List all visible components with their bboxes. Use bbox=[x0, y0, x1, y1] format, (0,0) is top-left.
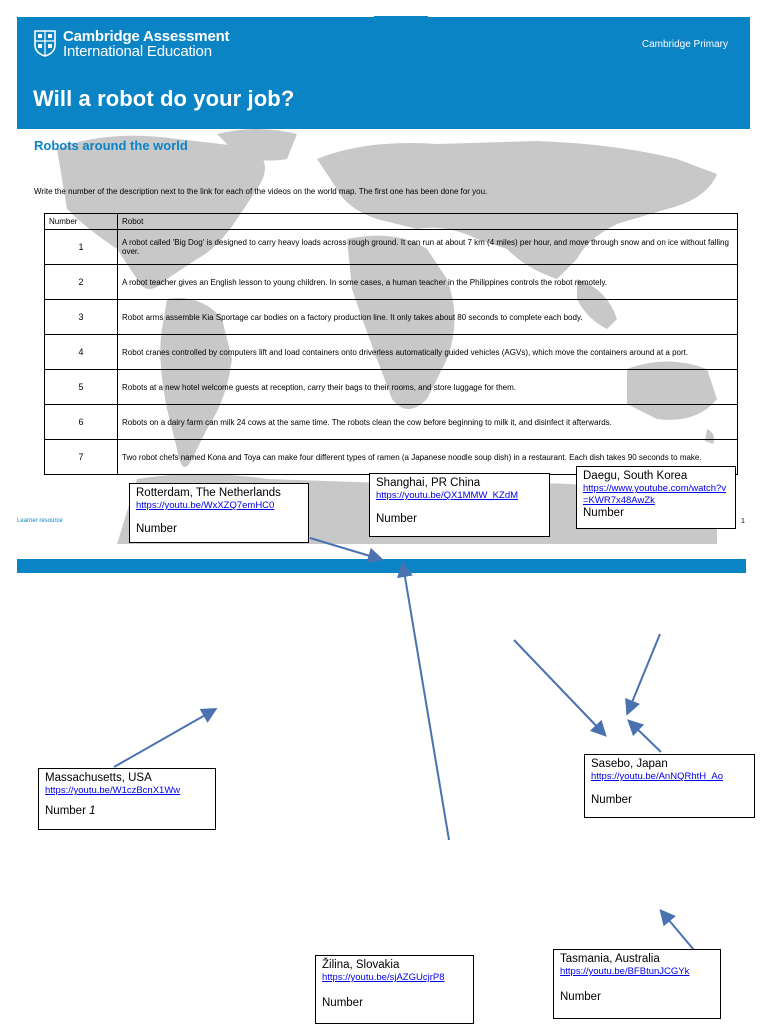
page-title: Will a robot do your job? bbox=[33, 86, 295, 111]
video-link[interactable]: https://youtu.be/AnNQRhtH_Ao bbox=[591, 771, 724, 782]
row-number: 1 bbox=[45, 230, 118, 265]
header-banner bbox=[17, 17, 750, 129]
location-name: Daegu, South Korea bbox=[583, 470, 688, 482]
video-link[interactable]: https://www.youtube.com/watch?v=KWR7x48AwZk bbox=[583, 483, 727, 506]
row-number: 6 bbox=[45, 405, 118, 440]
row-description: A robot called 'Big Dog' is designed to carry heavy loads across rough ground. It can run at about 7 km (4 miles) per hour, and move through snow and on ice without falling over. bbox=[118, 230, 738, 265]
page-number: 1 bbox=[741, 518, 745, 525]
cambridge-shield-logo bbox=[33, 29, 57, 57]
row-description: Robot cranes controlled by computers lift and load containers onto driverless automatically guided vehicles (AGVs), which move the containers around at a port. bbox=[118, 335, 738, 370]
location-name: Tasmania, Australia bbox=[560, 953, 660, 965]
location-box-sasebo bbox=[584, 754, 755, 818]
row-description: Robot arms assemble Kia Sportage car bodies on a factory production line. It only takes about 80 seconds to complete each body. bbox=[118, 300, 738, 335]
row-number: 3 bbox=[45, 300, 118, 335]
location-name: Žilina, Slovakia bbox=[322, 959, 400, 971]
arrow-daegu bbox=[628, 634, 660, 712]
row-description: Two robot chefs named Kona and Toya can make four different types of ramen (a Japanese noodle soup dish) in a restaurant. Each dish takes 90 seconds to make. bbox=[118, 440, 738, 475]
location-box-rotterdam bbox=[129, 483, 309, 543]
arrow-massachusetts bbox=[114, 710, 214, 767]
number-label: Number bbox=[583, 507, 624, 519]
number-label: Number bbox=[136, 523, 177, 535]
video-link[interactable]: https://youtu.be/WxXZQ7emHC0 bbox=[136, 500, 275, 511]
table-row bbox=[45, 405, 738, 440]
number-label bbox=[45, 805, 209, 817]
section-divider-bar bbox=[17, 559, 746, 573]
header-robot: Robot bbox=[118, 214, 738, 230]
row-description: A robot teacher gives an English lesson to young children. In some cases, a human teacher in the Philippines controls the robot remotely. bbox=[118, 265, 738, 300]
location-box-zilina bbox=[315, 955, 474, 1024]
arrow-sasebo bbox=[630, 722, 661, 752]
location-name: Rotterdam, The Netherlands bbox=[136, 487, 281, 499]
video-link[interactable]: https://youtu.be/W1czBcnX1Ww bbox=[45, 785, 181, 796]
footer-label: Learner resource bbox=[17, 518, 63, 524]
row-number: 5 bbox=[45, 370, 118, 405]
row-number: 7 bbox=[45, 440, 118, 475]
arrow-shanghai bbox=[514, 640, 604, 734]
instructions-text: Write the number of the description next to the link for each of the videos on the world map. The first one has been done for you. bbox=[34, 187, 488, 196]
robot-table bbox=[44, 213, 738, 475]
number-label: Number bbox=[322, 997, 363, 1009]
brand-line-2: International Education bbox=[63, 43, 212, 60]
row-description: Robots on a dairy farm can milk 24 cows at the same time. The robots clean the cow before beginning to milk it, and disinfect it afterwards. bbox=[118, 405, 738, 440]
header-number: Number bbox=[45, 214, 118, 230]
number-label-text: Number bbox=[45, 805, 86, 817]
location-box-massachusetts bbox=[38, 768, 216, 830]
location-name: Sasebo, Japan bbox=[591, 758, 668, 770]
number-label: Number bbox=[560, 991, 601, 1003]
video-link[interactable]: https://youtu.be/sjAZGUcjrP8 bbox=[322, 972, 445, 983]
table-row bbox=[45, 230, 738, 265]
video-link[interactable]: https://youtu.be/BFBtunJCGYk bbox=[560, 966, 690, 977]
location-box-tasmania bbox=[553, 949, 721, 1019]
location-box-daegu bbox=[576, 466, 736, 529]
location-box-shanghai bbox=[369, 473, 550, 537]
table-header-row bbox=[45, 214, 738, 230]
arrow-tasmania bbox=[662, 912, 694, 950]
brand-name bbox=[63, 29, 229, 59]
table-row bbox=[45, 265, 738, 300]
video-link[interactable]: https://youtu.be/QX1MMW_KZdM bbox=[376, 490, 519, 501]
arrow-zilina bbox=[403, 565, 449, 840]
table-row bbox=[45, 370, 738, 405]
table-row bbox=[45, 300, 738, 335]
location-name: Shanghai, PR China bbox=[376, 477, 481, 489]
section-subtitle: Robots around the world bbox=[34, 138, 188, 153]
number-label: Number bbox=[376, 513, 417, 525]
program-label: Cambridge Primary bbox=[641, 39, 728, 50]
brand-line-1: Cambridge Assessment bbox=[63, 28, 230, 45]
number-label: Number bbox=[591, 794, 632, 806]
row-description: Robots at a new hotel welcome guests at reception, carry their bags to their rooms, and store luggage for them. bbox=[118, 370, 738, 405]
row-number: 2 bbox=[45, 265, 118, 300]
table-row bbox=[45, 335, 738, 370]
location-name: Massachusetts, USA bbox=[45, 772, 152, 784]
number-answer: 1 bbox=[89, 805, 96, 817]
row-number: 4 bbox=[45, 335, 118, 370]
